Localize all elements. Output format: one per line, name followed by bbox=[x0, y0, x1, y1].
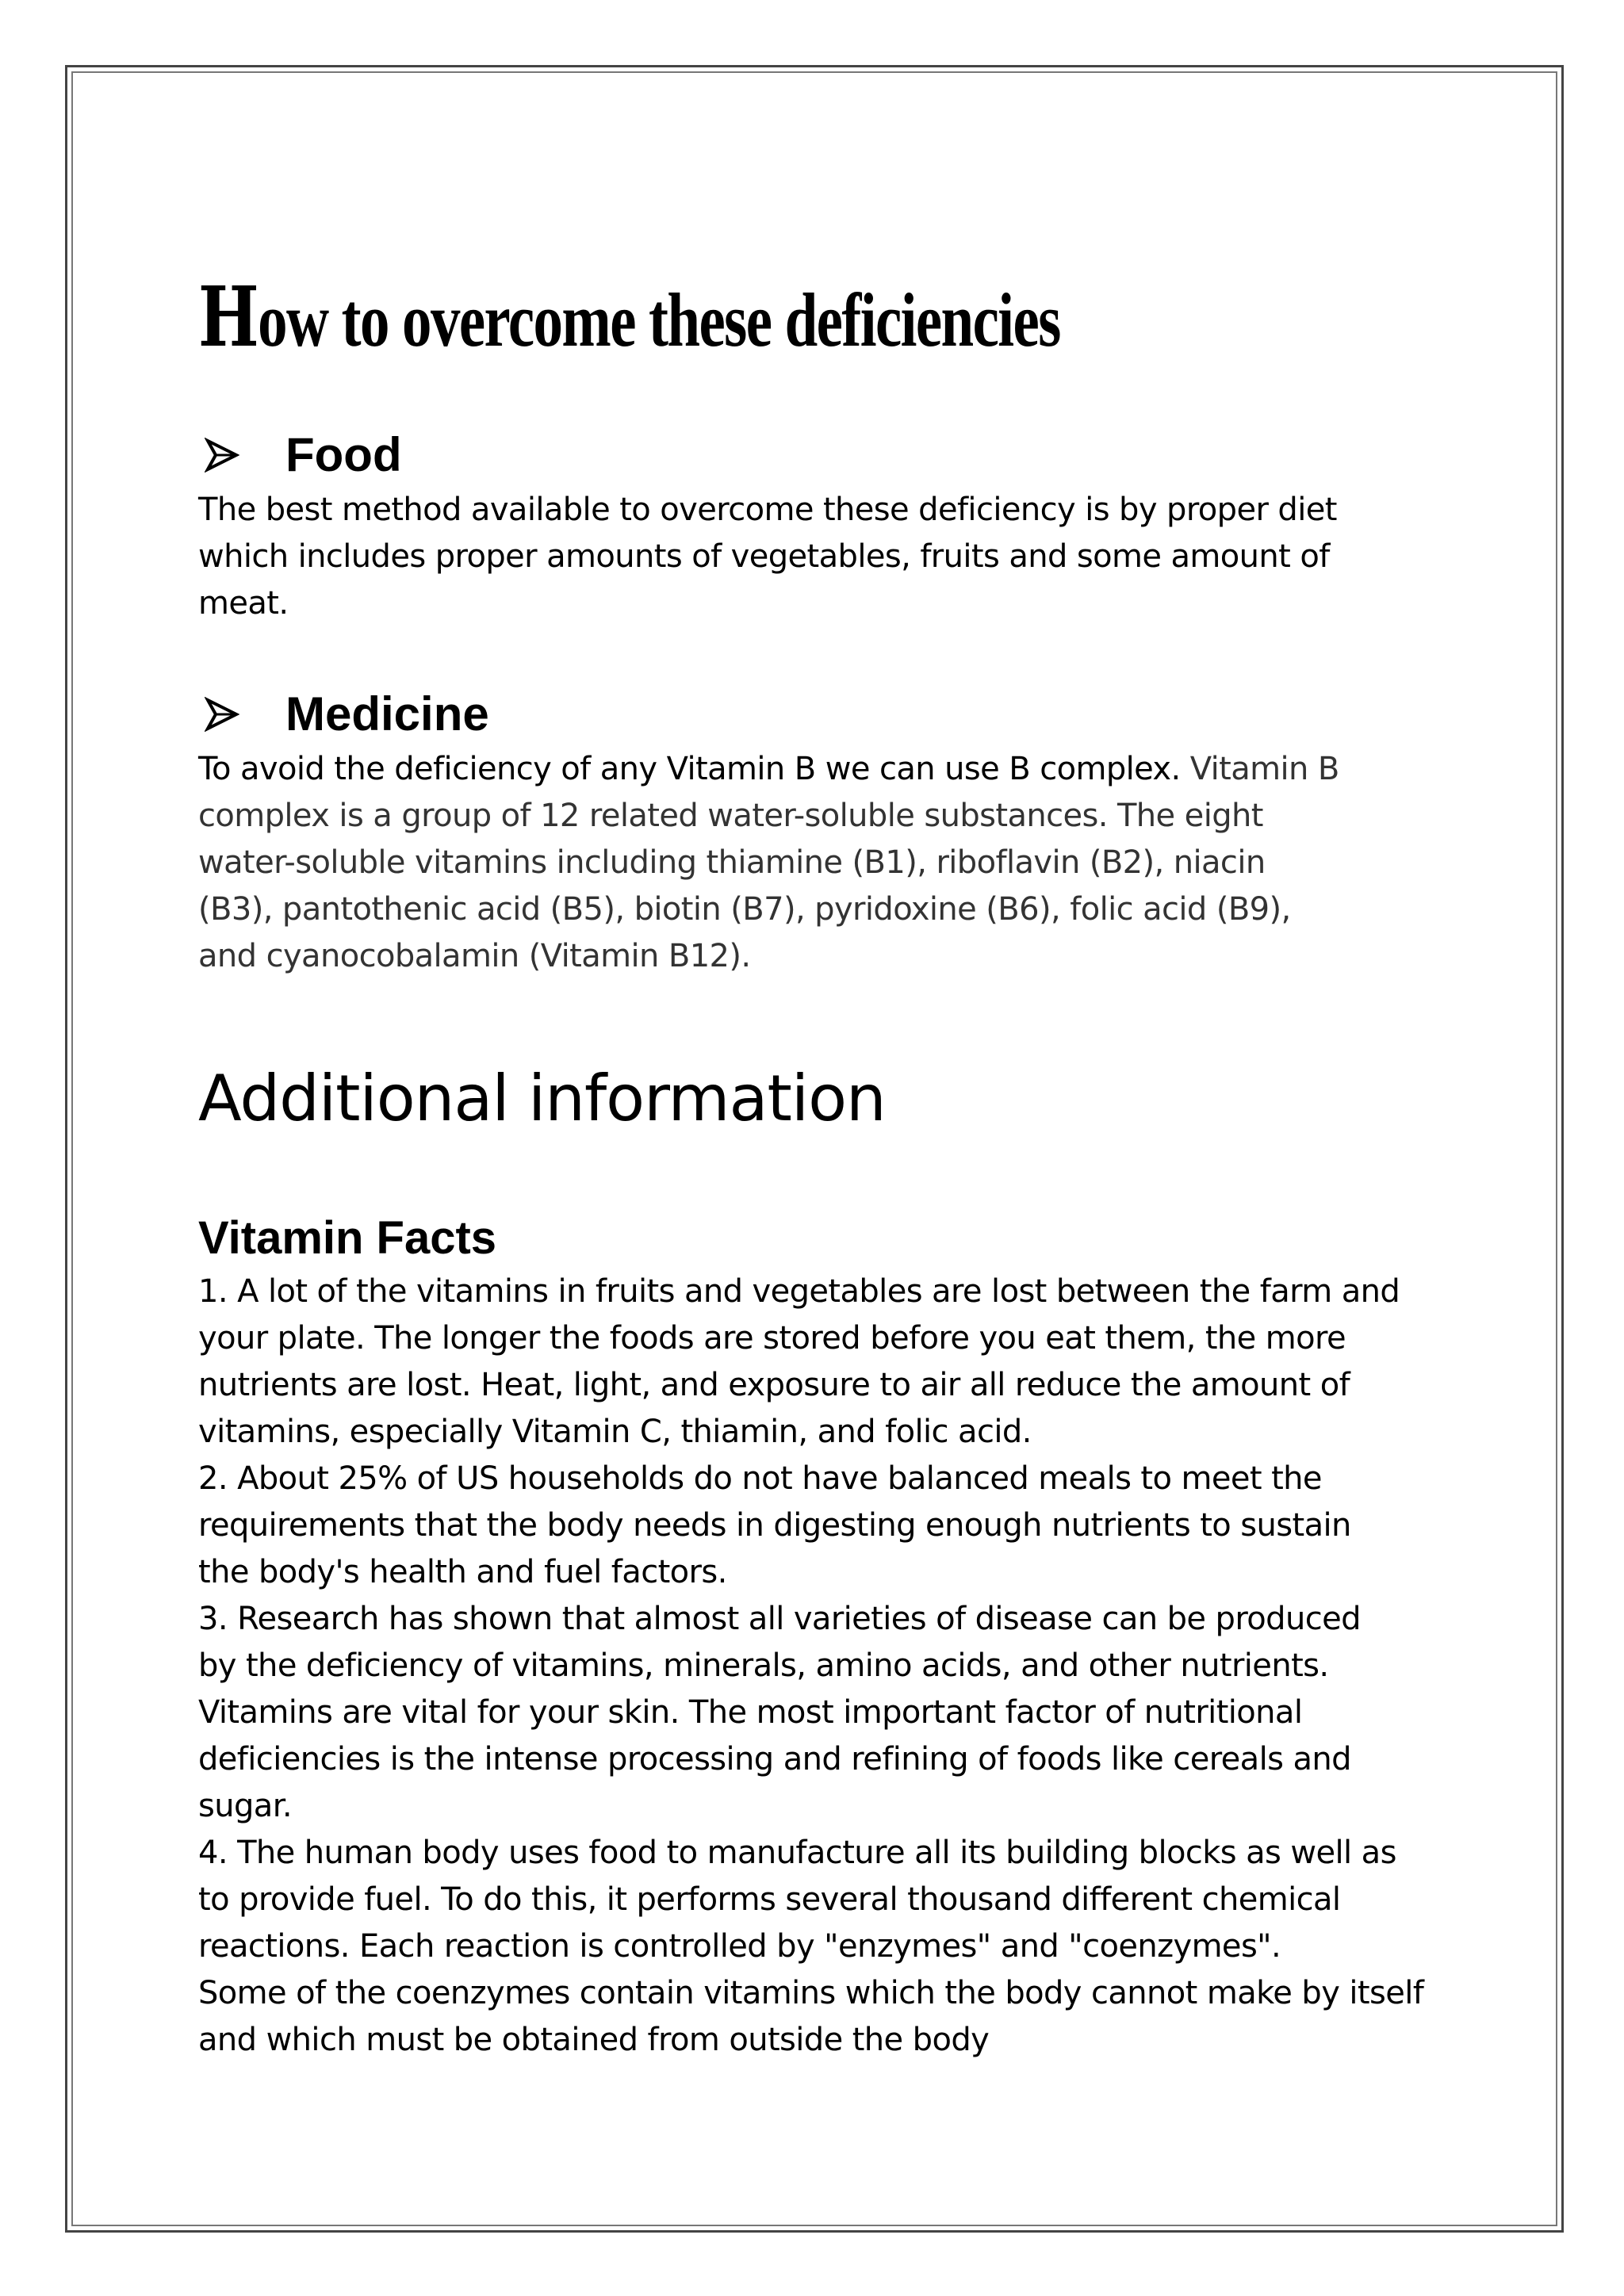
medicine-line: water-soluble vitamins including thiamine (B1), riboflavin (B2), niacin bbox=[198, 844, 1266, 881]
fact-line: 2. About 25% of US households do not have balanced meals to meet the bbox=[198, 1460, 1322, 1497]
additional-info-heading: Additional information bbox=[198, 1062, 886, 1135]
food-line: meat. bbox=[198, 585, 289, 622]
food-line: which includes proper amounts of vegetables, fruits and some amount of bbox=[198, 538, 1330, 575]
fact-line: 4. The human body uses food to manufacture all its building blocks as well as bbox=[198, 1835, 1396, 1871]
medicine-heading bbox=[198, 683, 1467, 746]
arrow-right-icon bbox=[205, 697, 239, 732]
medicine-line: (B3), pantothenic acid (B5), biotin (B7), pyridoxine (B6), folic acid (B9), bbox=[198, 891, 1291, 928]
fact-line: 1. A lot of the vitamins in fruits and vegetables are lost between the farm and bbox=[198, 1273, 1400, 1310]
fact-line: your plate. The longer the foods are stored before you eat them, the more bbox=[198, 1320, 1346, 1357]
fact-line: to provide fuel. To do this, it performs several thousand different chemical bbox=[198, 1881, 1341, 1918]
fact-item bbox=[198, 1456, 1467, 1596]
fact-line: the body's health and fuel factors. bbox=[198, 1554, 727, 1590]
title-drop-cap: H bbox=[198, 268, 259, 365]
medicine-line: complex is a group of 12 related water-soluble substances. The eight bbox=[198, 798, 1263, 834]
fact-line: Some of the coenzymes contain vitamins which the body cannot make by itself bbox=[198, 1975, 1424, 2011]
medicine-title: Medicine bbox=[285, 687, 489, 740]
fact-item bbox=[198, 1830, 1467, 2064]
food-heading bbox=[198, 423, 1467, 487]
title-text: ow to overcome these deficiencies bbox=[258, 277, 1060, 362]
food-paragraph bbox=[198, 487, 1467, 627]
fact-line: vitamins, especially Vitamin C, thiamin, and folic acid. bbox=[198, 1414, 1032, 1450]
arrow-right-icon bbox=[205, 438, 239, 473]
fact-line: sugar. bbox=[198, 1788, 292, 1824]
medicine-line: Vitamin B bbox=[1189, 751, 1339, 787]
food-line: The best method available to overcome these deficiency is by proper diet bbox=[198, 492, 1337, 528]
document-content bbox=[198, 270, 1467, 2064]
fact-line: Vitamins are vital for your skin. The most important factor of nutritional bbox=[198, 1694, 1303, 1731]
fact-line: and which must be obtained from outside the body bbox=[198, 2022, 990, 2058]
medicine-line: and cyanocobalamin (Vitamin B12). bbox=[198, 938, 751, 974]
medicine-paragraph bbox=[198, 746, 1467, 980]
fact-item bbox=[198, 1596, 1467, 1830]
fact-line: deficiencies is the intense processing and refining of foods like cereals and bbox=[198, 1741, 1351, 1777]
vitamin-facts-list bbox=[198, 1269, 1467, 2064]
fact-line: by the deficiency of vitamins, minerals, amino acids, and other nutrients. bbox=[198, 1647, 1329, 1684]
fact-line: nutrients are lost. Heat, light, and exposure to air all reduce the amount of bbox=[198, 1367, 1350, 1403]
page-title bbox=[198, 270, 1188, 368]
fact-item bbox=[198, 1269, 1467, 1456]
fact-line: 3. Research has shown that almost all varieties of disease can be produced bbox=[198, 1601, 1361, 1637]
fact-line: reactions. Each reaction is controlled by "enzymes" and "coenzymes". bbox=[198, 1928, 1281, 1965]
food-title: Food bbox=[285, 428, 402, 481]
medicine-lead: To avoid the deficiency of any Vitamin B we can use B complex. bbox=[198, 751, 1190, 787]
fact-line: requirements that the body needs in digesting enough nutrients to sustain bbox=[198, 1507, 1351, 1544]
vitamin-facts-heading: Vitamin Facts bbox=[198, 1212, 497, 1264]
